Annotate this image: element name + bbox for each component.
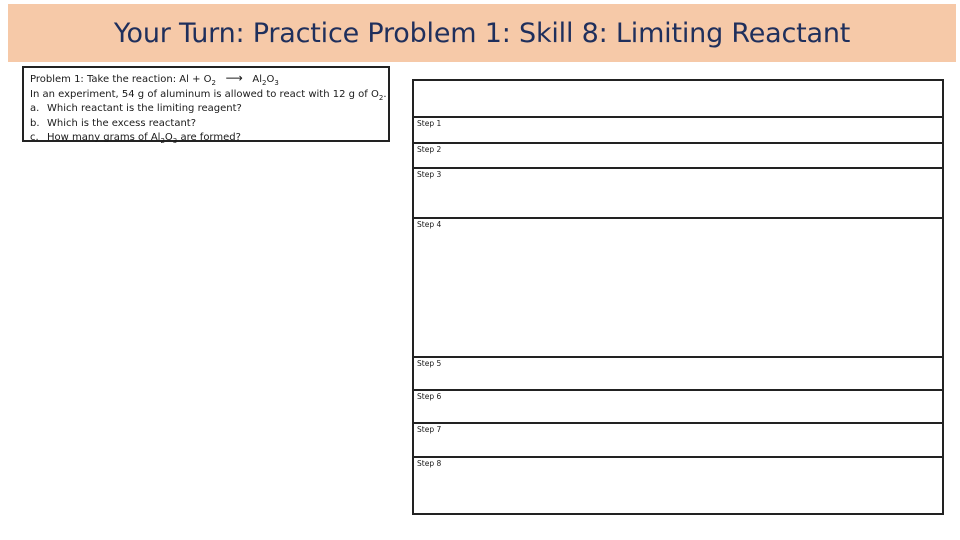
reaction-subscript: 2	[211, 79, 216, 87]
step-label: Step 5	[417, 359, 442, 368]
question-text: Which reactant is the limiting reagent?	[47, 103, 242, 115]
product-o-subscript: 3	[274, 79, 279, 87]
experiment-period: .	[383, 88, 387, 100]
step-label: Step 3	[417, 170, 442, 179]
step-label: Step 2	[417, 145, 442, 154]
step-row-1[interactable]	[414, 116, 942, 142]
experiment-subscript: 2	[378, 93, 384, 102]
question-text-prefix: How many grams of Al	[47, 132, 161, 144]
experiment-text: In an experiment, 54 g of aluminum is allowed to react with 12 g of O	[30, 88, 379, 100]
reaction-line	[30, 71, 382, 88]
question-subscript: 3	[172, 137, 178, 146]
question-letter: b.	[30, 117, 40, 129]
step-row-5[interactable]	[414, 356, 942, 389]
question-text-mid: O	[164, 132, 173, 144]
product-al: Al	[252, 74, 262, 85]
step-row-header[interactable]	[414, 81, 942, 116]
step-label: Step 6	[417, 392, 442, 401]
question-a	[30, 102, 382, 117]
step-row-6[interactable]	[414, 389, 942, 422]
step-label: Step 7	[417, 425, 442, 434]
step-row-8[interactable]	[414, 456, 942, 513]
reaction-text: Problem 1: Take the reaction: Al + O	[30, 74, 212, 85]
steps-table	[412, 79, 944, 515]
problem-statement-box	[22, 66, 390, 146]
step-label: Step 1	[417, 119, 442, 128]
title-banner	[8, 4, 956, 62]
question-letter: a.	[30, 103, 40, 115]
question-subscript: 2	[160, 137, 165, 146]
product-al-subscript: 2	[261, 79, 267, 87]
experiment-line	[30, 88, 387, 103]
step-label: Step 8	[417, 459, 442, 468]
question-text	[47, 131, 241, 146]
question-text-suffix: are formed?	[177, 132, 241, 144]
step-label: Step 4	[417, 220, 442, 229]
product-o: O	[266, 74, 275, 85]
reaction-arrow-icon: ⟶	[225, 71, 243, 85]
step-row-4[interactable]	[414, 217, 942, 356]
question-letter: c.	[30, 132, 39, 144]
question-text: Which is the excess reactant?	[47, 117, 197, 129]
question-c	[30, 131, 382, 146]
step-row-2[interactable]	[414, 142, 942, 167]
step-row-3[interactable]	[414, 167, 942, 217]
page-title: Your Turn: Practice Problem 1: Skill 8: Limiting Reactant	[113, 17, 851, 49]
question-b	[30, 117, 382, 132]
step-row-7[interactable]	[414, 422, 942, 456]
